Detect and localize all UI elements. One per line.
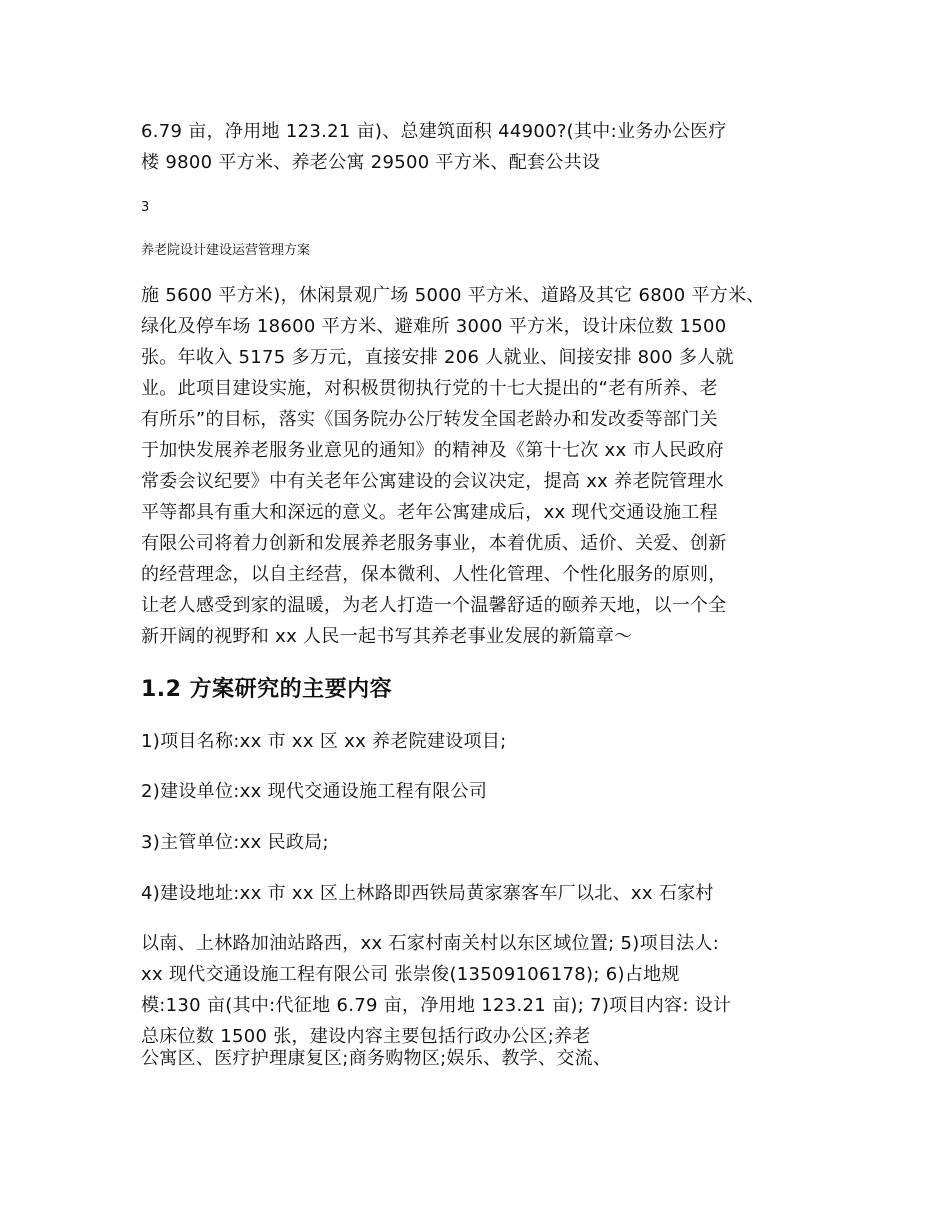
text-line: 以南、上林路加油站路西，xx 石家村南关村以东区域位置; 5)项目法人: <box>141 933 720 954</box>
text-line: 模:130 亩(其中:代征地 6.79 亩，净用地 123.21 亩); 7)项目内容: 设计 <box>141 995 732 1016</box>
section-heading: 1.2 方案研究的主要内容 <box>141 677 393 702</box>
intro-paragraph <box>141 116 727 178</box>
list-item-continuation <box>141 928 731 1052</box>
text-line: 业。此项目建设实施，对积极贯彻执行党的十七大提出的“老有所养、老 <box>141 378 718 399</box>
page-number: 3 <box>141 200 150 215</box>
text-line: 总床位数 1500 张，建设内容主要包括行政办公区;养老 <box>141 1026 591 1047</box>
text-line: 新开阔的视野和 xx 人民一起书写其养老事业发展的新篇章～ <box>141 626 633 647</box>
text-line: 绿化及停车场 18600 平方米、避难所 3000 平方米，设计床位数 1500 <box>141 316 727 337</box>
final-line: 公寓区、医疗护理康复区;商务购物区;娱乐、教学、交流、 <box>141 1048 612 1069</box>
list-item: 4)建设地址:xx 市 xx 区上林路即西铁局黄家寨客车厂以北、xx 石家村 <box>141 883 714 904</box>
text-line: 有限公司将着力创新和发展养老服务事业，本着优质、适价、关爱、创新 <box>141 533 727 554</box>
text-line: 楼 9800 平方米、养老公寓 29500 平方米、配套公共设 <box>141 152 601 173</box>
text-line: 张。年收入 5175 多万元，直接安排 206 人就业、间接安排 800 多人就 <box>141 347 734 368</box>
list-item: 3)主管单位:xx 民政局; <box>141 832 329 853</box>
text-line: 施 5600 平方米)，休闲景观广场 5000 平方米、道路及其它 6800 平方米、 <box>141 285 765 306</box>
text-line: 有所乐”的目标，落实《国务院办公厅转发全国老龄办和发改委等部门关 <box>141 409 718 430</box>
text-line: 6.79 亩，净用地 123.21 亩)、总建筑面积 44900?(其中:业务办公医疗 <box>141 121 727 142</box>
body-paragraph <box>141 280 765 652</box>
list-item: 2)建设单位:xx 现代交通设施工程有限公司 <box>141 781 488 802</box>
text-line: xx 现代交通设施工程有限公司 张崇俊(13509106178); 6)占地规 <box>141 964 680 985</box>
text-line: 平等都具有重大和深远的意义。老年公寓建成后，xx 现代交通设施工程 <box>141 502 718 523</box>
running-header: 养老院设计建设运营管理方案 <box>141 243 311 258</box>
text-line: 的经营理念，以自主经营，保本微利、人性化管理、个性化服务的原则， <box>141 564 727 585</box>
text-line: 常委会议纪要》中有关老年公寓建设的会议决定，提高 xx 养老院管理水 <box>141 471 724 492</box>
text-line: 于加快发展养老服务业意见的通知》的精神及《第十七次 xx 市人民政府 <box>141 440 724 461</box>
text-line: 让老人感受到家的温暖，为老人打造一个温馨舒适的颐养天地，以一个全 <box>141 595 727 616</box>
list-item: 1)项目名称:xx 市 xx 区 xx 养老院建设项目; <box>141 731 507 752</box>
